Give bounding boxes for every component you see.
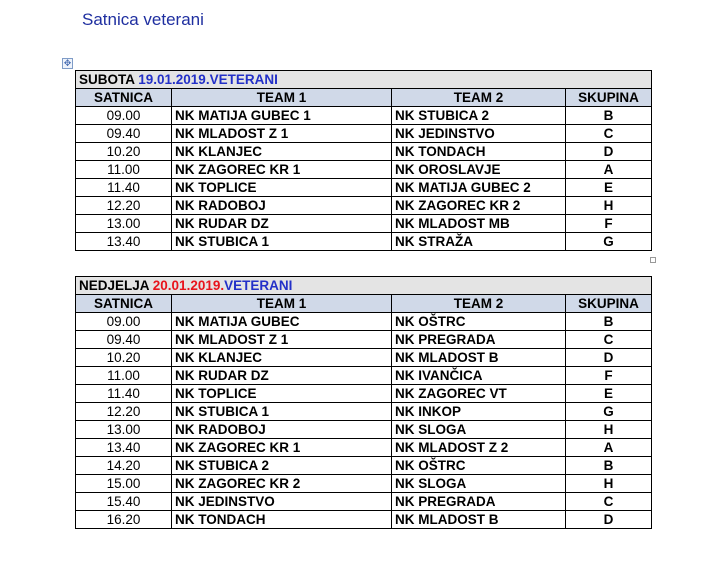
match-time: 15.00 (76, 475, 172, 493)
team2-name: NK INKOP (392, 403, 566, 421)
table-row (76, 511, 652, 529)
team1-name: NK STUBICA 1 (172, 233, 392, 251)
team2-name: NK MLADOST MB (392, 215, 566, 233)
schedule-table-sunday (75, 276, 652, 529)
match-time: 14.20 (76, 457, 172, 475)
schedule-table-saturday (75, 70, 652, 251)
group-letter: B (566, 313, 652, 331)
match-time: 09.40 (76, 331, 172, 349)
category-label: VETERANI (224, 277, 293, 293)
group-letter: G (566, 233, 652, 251)
header-team1: TEAM 1 (172, 295, 392, 313)
date-label: 20.01.2019. (152, 277, 225, 293)
group-letter: F (566, 215, 652, 233)
team1-name: NK MATIJA GUBEC (172, 313, 392, 331)
match-time: 10.20 (76, 143, 172, 161)
table-row (76, 403, 652, 421)
table-row (76, 493, 652, 511)
team2-name: NK MLADOST B (392, 349, 566, 367)
category-label: VETERANI (209, 71, 278, 87)
match-time: 16.20 (76, 511, 172, 529)
match-time: 09.40 (76, 125, 172, 143)
resize-handle-icon[interactable] (650, 257, 656, 263)
match-time: 13.40 (76, 439, 172, 457)
match-time: 11.40 (76, 385, 172, 403)
group-letter: E (566, 385, 652, 403)
team1-name: NK KLANJEC (172, 349, 392, 367)
group-letter: B (566, 107, 652, 125)
group-letter: D (566, 349, 652, 367)
table-row (76, 197, 652, 215)
group-letter: C (566, 125, 652, 143)
team2-name: NK STUBICA 2 (392, 107, 566, 125)
column-header-row (76, 89, 652, 107)
team2-name: NK PREGRADA (392, 493, 566, 511)
header-satnica: SATNICA (76, 89, 172, 107)
document-title: Satnica veterani (82, 10, 204, 29)
group-letter: C (566, 493, 652, 511)
team2-name: NK MLADOST B (392, 511, 566, 529)
team2-name: NK PREGRADA (392, 331, 566, 349)
group-letter: G (566, 403, 652, 421)
group-letter: H (566, 475, 652, 493)
team1-name: NK RUDAR DZ (172, 367, 392, 385)
team1-name: NK RADOBOJ (172, 197, 392, 215)
team2-name: NK SLOGA (392, 475, 566, 493)
date-label: 19.01.2019. (138, 71, 210, 87)
match-time: 12.20 (76, 403, 172, 421)
table-row (76, 457, 652, 475)
group-letter: D (566, 511, 652, 529)
team1-name: NK TOPLICE (172, 385, 392, 403)
day-label: SUBOTA (79, 71, 139, 87)
table-row (76, 439, 652, 457)
table-row (76, 367, 652, 385)
team2-name: NK ZAGOREC KR 2 (392, 197, 566, 215)
header-team2: TEAM 2 (392, 295, 566, 313)
column-header-row (76, 295, 652, 313)
group-letter: H (566, 197, 652, 215)
table-row (76, 179, 652, 197)
table-row (76, 475, 652, 493)
match-time: 11.00 (76, 161, 172, 179)
team2-name: NK ZAGOREC VT (392, 385, 566, 403)
team2-name: NK MATIJA GUBEC 2 (392, 179, 566, 197)
table-row (76, 215, 652, 233)
team1-name: NK TOPLICE (172, 179, 392, 197)
table-row (76, 125, 652, 143)
team1-name: NK RUDAR DZ (172, 215, 392, 233)
table-title-row (76, 277, 652, 295)
table-title (76, 277, 652, 295)
group-letter: A (566, 439, 652, 457)
team2-name: NK STRAŽA (392, 233, 566, 251)
header-team2: TEAM 2 (392, 89, 566, 107)
group-letter: F (566, 367, 652, 385)
team1-name: NK MATIJA GUBEC 1 (172, 107, 392, 125)
table-row (76, 143, 652, 161)
table-row (76, 421, 652, 439)
table-row (76, 331, 652, 349)
team2-name: NK TONDACH (392, 143, 566, 161)
match-time: 09.00 (76, 313, 172, 331)
table-row (76, 107, 652, 125)
table-row (76, 313, 652, 331)
table-title-row (76, 71, 652, 89)
match-time: 11.40 (76, 179, 172, 197)
group-letter: H (566, 421, 652, 439)
match-time: 13.40 (76, 233, 172, 251)
match-time: 09.00 (76, 107, 172, 125)
team1-name: NK KLANJEC (172, 143, 392, 161)
group-letter: B (566, 457, 652, 475)
team1-name: NK RADOBOJ (172, 421, 392, 439)
table-row (76, 385, 652, 403)
group-letter: D (566, 143, 652, 161)
table-row (76, 161, 652, 179)
match-time: 11.00 (76, 367, 172, 385)
header-skupina: SKUPINA (566, 89, 652, 107)
day-label: NEDJELJA (79, 277, 153, 293)
team2-name: NK OROSLAVJE (392, 161, 566, 179)
match-time: 13.00 (76, 421, 172, 439)
team2-name: NK SLOGA (392, 421, 566, 439)
match-time: 15.40 (76, 493, 172, 511)
group-letter: C (566, 331, 652, 349)
team2-name: NK OŠTRC (392, 457, 566, 475)
header-satnica: SATNICA (76, 295, 172, 313)
table-row (76, 349, 652, 367)
table-row (76, 233, 652, 251)
team1-name: NK JEDINSTVO (172, 493, 392, 511)
table-title (76, 71, 652, 89)
header-skupina: SKUPINA (566, 295, 652, 313)
team1-name: NK ZAGOREC KR 2 (172, 475, 392, 493)
team1-name: NK TONDACH (172, 511, 392, 529)
team1-name: NK ZAGOREC KR 1 (172, 161, 392, 179)
move-arrows-icon[interactable]: ✥ (63, 58, 72, 68)
header-team1: TEAM 1 (172, 89, 392, 107)
team1-name: NK STUBICA 1 (172, 403, 392, 421)
team2-name: NK IVANČICA (392, 367, 566, 385)
match-time: 13.00 (76, 215, 172, 233)
team2-name: NK OŠTRC (392, 313, 566, 331)
team1-name: NK ZAGOREC KR 1 (172, 439, 392, 457)
group-letter: E (566, 179, 652, 197)
team2-name: NK MLADOST Z 2 (392, 439, 566, 457)
team1-name: NK STUBICA 2 (172, 457, 392, 475)
group-letter: A (566, 161, 652, 179)
team2-name: NK JEDINSTVO (392, 125, 566, 143)
team1-name: NK MLADOST Z 1 (172, 331, 392, 349)
team1-name: NK MLADOST Z 1 (172, 125, 392, 143)
match-time: 10.20 (76, 349, 172, 367)
match-time: 12.20 (76, 197, 172, 215)
